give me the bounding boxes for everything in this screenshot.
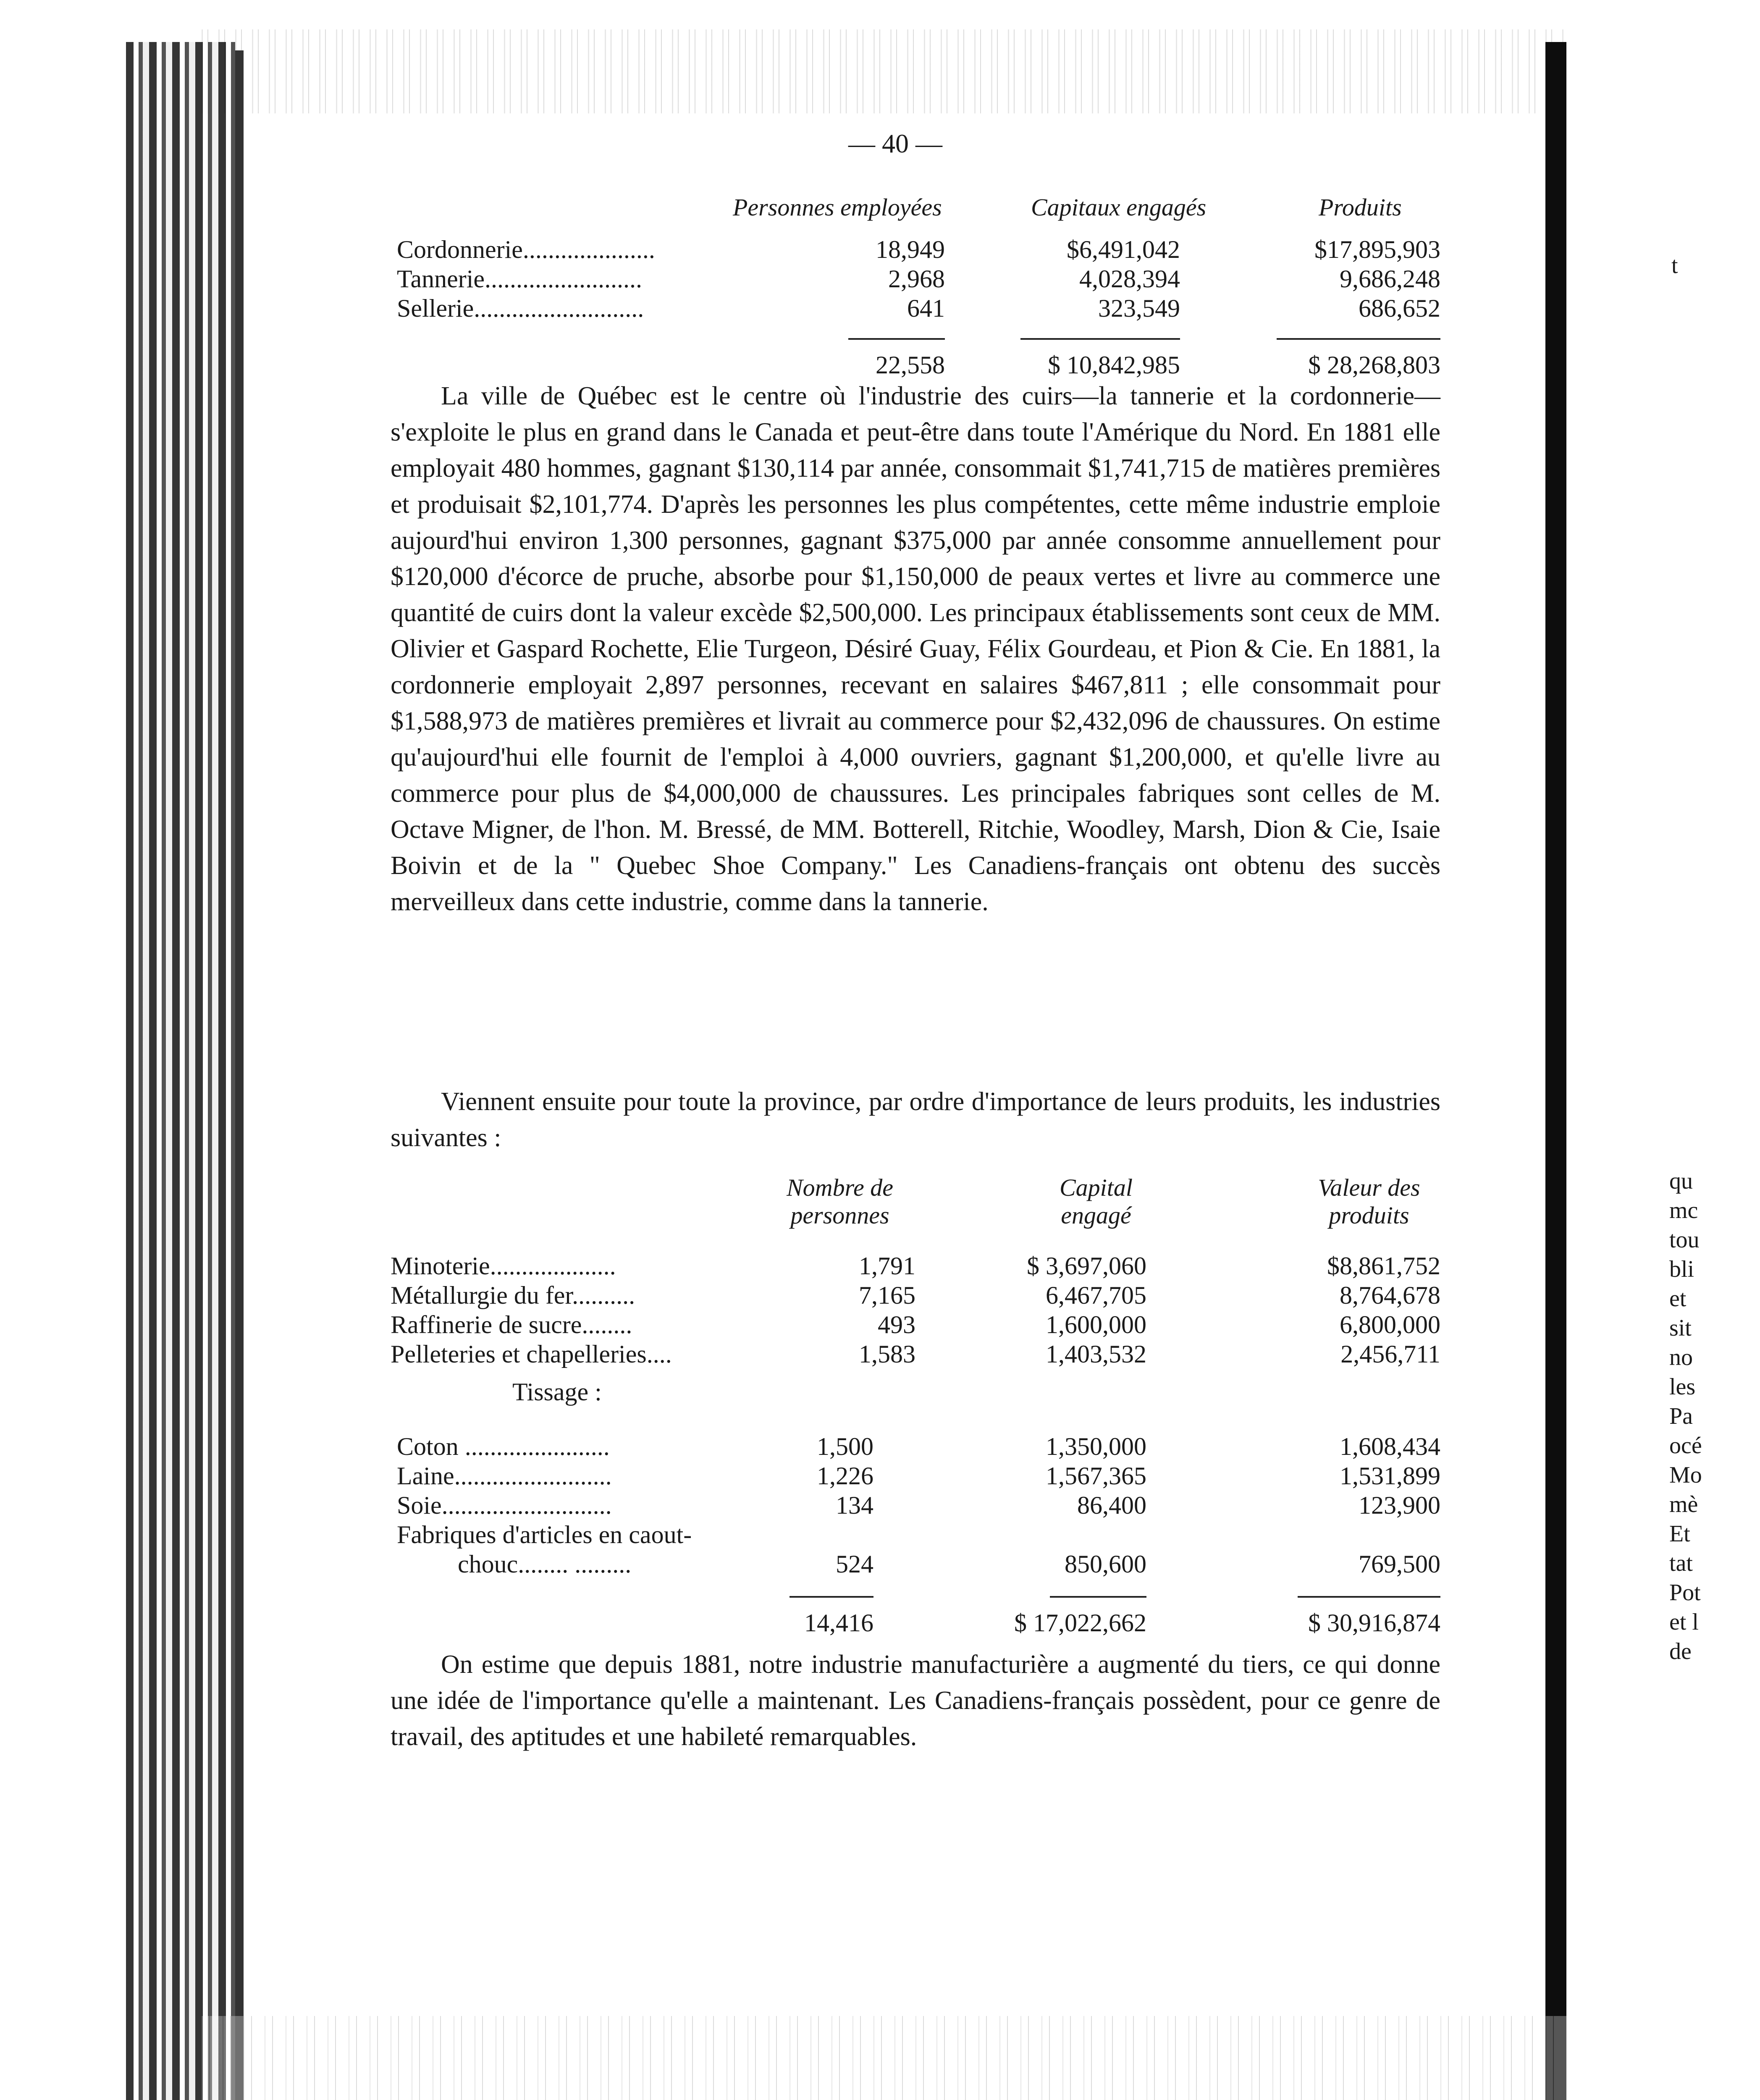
cell: 6,800,000 (1340, 1311, 1440, 1339)
header-products: Produits (1319, 194, 1402, 221)
cell: $6,491,042 (1067, 236, 1180, 263)
cell: 1,567,365 (1046, 1462, 1146, 1490)
adjacent-text: no (1669, 1344, 1693, 1370)
cell: $8,861,752 (1327, 1252, 1440, 1280)
book-binding (126, 42, 235, 2100)
row-label-sellerie: Sellerie........................... (397, 294, 644, 322)
cell: 2,456,711 (1340, 1340, 1440, 1368)
cell: 1,350,000 (1046, 1433, 1146, 1460)
cell: 769,500 (1359, 1550, 1440, 1578)
cell: 8,764,678 (1340, 1281, 1440, 1309)
adjacent-text: Pot (1669, 1580, 1701, 1606)
scan-top-noise (202, 29, 1566, 113)
header-employees: Personnes employées (733, 194, 942, 221)
row-label-tannerie: Tannerie......................... (397, 265, 643, 293)
cell: 1,600,000 (1046, 1311, 1146, 1339)
cell: $ 3,697,060 (1027, 1252, 1146, 1280)
cell: 6,467,705 (1046, 1281, 1146, 1309)
cell: 686,652 (1359, 294, 1440, 322)
cell: 86,400 (1077, 1491, 1146, 1519)
header-persons: Nombre de personnes (787, 1174, 893, 1229)
header-capital: Capitaux engagés (1031, 194, 1207, 221)
adjacent-text: Et (1669, 1521, 1690, 1547)
page-edge-bar (1545, 42, 1566, 2100)
cell: 18,949 (876, 236, 945, 263)
cell: 850,600 (1065, 1550, 1146, 1578)
total-cell: $ 28,268,803 (1308, 351, 1440, 379)
row-label-raffinerie: Raffinerie de sucre........ (391, 1311, 632, 1339)
header-product-value: Valeur des produits (1318, 1174, 1420, 1229)
total-cell: $ 17,022,662 (1014, 1609, 1146, 1637)
total-rule (790, 1596, 873, 1598)
total-rule (1050, 1596, 1146, 1598)
adjacent-text: sit (1669, 1315, 1692, 1341)
cell: 1,583 (859, 1340, 915, 1368)
paragraph-quebec-leather: La ville de Québec est le centre où l'industrie des cuirs—la tannerie et la cordonnerie—s'exploite le plus en grand dans le Canada et peut-être dans toute l'Amérique du Nord. En 1881 elle employait 480 hommes, gagnant $130,114 par année, consommait $1,741,715 de matières premières et produisait $2,101,774. D'après les personnes les plus compétentes, cette même industrie emploie aujourd'hui environ 1,300 personnes, gagnant $375,000 par année consomme annuellement pour $120,000 d'écorce de pruche, absorbe pour $1,150,000 de peaux vertes et livre au commerce une quantité de cuirs dont la valeur excède $2,500,000. Les principaux établissements sont ceux de MM. Olivier et Gaspard Rochette, Elie Turgeon, Désiré Guay, Félix Gourdeau, et Pion & Cie. En 1881, la cordonnerie employait 2,897 personnes, recevant en salaires $467,811 ; elle consommait pour $1,588,973 de matières premières et livrait au commerce pour $2,432,096 de chaussures. On estime qu'aujourd'hui elle fournit de l'emploi à 4,000 ouvriers, gagnant $1,200,000, et qu'elle livre au commerce pour plus de $4,000,000 de chaussures. Les principales fabriques sont celles de M. Octave Migner, de l'hon. M. Bressé, de MM. Botterell, Ritchie, Woodley, Marsh, Dion & Cie, Isaie Boivin et de la " Quebec Shoe Company." Les Canadiens-français ont obtenu des succès merveilleux dans cette industrie, comme dans la tannerie. (391, 382, 1440, 916)
row-label-pelleteries: Pelleteries et chapelleries.... (391, 1340, 672, 1368)
adjacent-text: Pa (1669, 1403, 1693, 1429)
total-cell: $ 10,842,985 (1048, 351, 1180, 379)
cell: 4,028,394 (1079, 265, 1180, 293)
adjacent-text: Mo (1669, 1462, 1702, 1488)
scan-bottom-noise (202, 2016, 1566, 2100)
adjacent-text: qu (1669, 1168, 1693, 1194)
cell: 641 (907, 294, 945, 322)
cell: 134 (836, 1491, 873, 1519)
row-label-soie: Soie........................... (397, 1491, 612, 1519)
adjacent-text: mc (1669, 1197, 1698, 1223)
cell: 7,165 (859, 1281, 915, 1309)
adjacent-text: t (1671, 252, 1678, 278)
paragraph-industries-intro: Viennent ensuite pour toute la province, par ordre d'importance de leurs produits, les industries suivantes : (391, 1087, 1440, 1152)
row-label-cordonnerie: Cordonnerie..................... (397, 236, 655, 263)
row-label-metallurgie: Métallurgie du fer.......... (391, 1281, 635, 1309)
tissage-subhead: Tissage : (512, 1378, 602, 1406)
cell: 524 (836, 1550, 873, 1578)
paragraph-conclusion: On estime que depuis 1881, notre industrie manufacturière a augmenté du tiers, ce qui donne une idée de l'importance qu'elle a maintenant. Les Canadiens-français possèdent, pour ce genre de travail, des aptitudes et une habileté remarquables. (391, 1650, 1440, 1751)
binding-edge (235, 50, 244, 2100)
row-label-caoutchouc: Fabriques d'articles en caout- (397, 1521, 692, 1549)
adjacent-text: et (1669, 1286, 1687, 1312)
page-number: — 40 — (848, 129, 942, 158)
row-label-laine: Laine......................... (397, 1462, 612, 1490)
total-rule (1020, 338, 1180, 340)
cell: 1,226 (817, 1462, 873, 1490)
total-cell: $ 30,916,874 (1308, 1609, 1440, 1637)
cell: 123,900 (1359, 1491, 1440, 1519)
header-capital-engaged: Capital engagé (1059, 1174, 1133, 1229)
adjacent-text: bli (1669, 1256, 1694, 1282)
adjacent-text: mè (1669, 1491, 1698, 1517)
adjacent-text: de (1669, 1638, 1692, 1664)
row-label-caoutchouc-2: chouc........ ......... (458, 1550, 632, 1578)
cell: 1,608,434 (1340, 1433, 1440, 1460)
row-label-coton: Coton ....................... (397, 1433, 610, 1460)
total-cell: 14,416 (804, 1609, 873, 1637)
adjacent-text: et l (1669, 1609, 1699, 1635)
adjacent-text: tat (1669, 1550, 1693, 1576)
adjacent-text: tou (1669, 1227, 1700, 1253)
total-rule (1298, 1596, 1440, 1598)
cell: 1,403,532 (1046, 1340, 1146, 1368)
total-rule (1277, 338, 1440, 340)
cell: 1,791 (859, 1252, 915, 1280)
cell: 493 (878, 1311, 915, 1339)
adjacent-text: océ (1669, 1433, 1702, 1459)
total-rule (848, 338, 945, 340)
cell: 2,968 (888, 265, 945, 293)
row-label-minoterie: Minoterie.................... (391, 1252, 616, 1280)
cell: 9,686,248 (1340, 265, 1440, 293)
cell: 1,500 (817, 1433, 873, 1460)
total-cell: 22,558 (876, 351, 945, 379)
adjacent-text: les (1669, 1374, 1696, 1400)
cell: 1,531,899 (1340, 1462, 1440, 1490)
cell: 323,549 (1098, 294, 1180, 322)
cell: $17,895,903 (1314, 236, 1440, 263)
